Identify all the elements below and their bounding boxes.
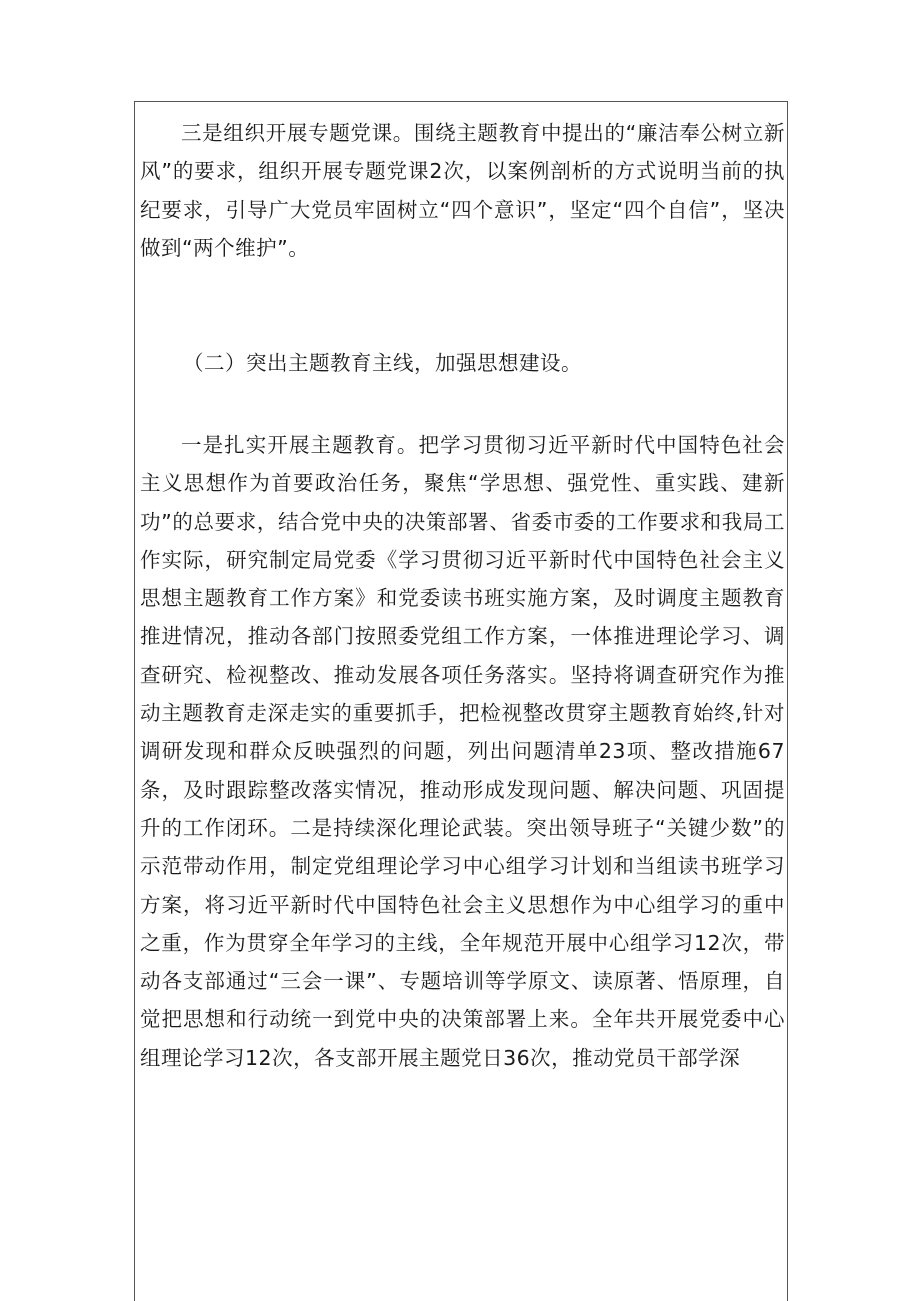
paragraph-theme-education: 一是扎实开展主题教育。把学习贯彻习近平新时代中国特色社会主义思想作为首要政治任务，聚焦“学思想、强党性、重实践、建新功”的总要求，结合党中央的决策部署、省委市委的工作要求和我局工作实际，研究制定局党委《学习贯彻习近平新时代中国特色社会主义思想主题教育工作方案》和党委读书班实施方案，及时调度主题教育推进情况，推动各部门按照委党组工作方案，一体推进理论学习、调查研究、检视整改、推动发展各项任务落实。坚持将调查研究作为推动主题教育走深走实的重要抓手，把检视整改贯穿主题教育始终,针对调研发现和群众反映强烈的问题，列出问题清单23项、整改措施67条，及时跟踪整改落实情况，推动形成发现问题、解决问题、巩固提升的工作闭环。二是持续深化理论武装。突出领导班子“关键少数”的示范带动作用，制定党组理论学习中心组学习计划和当组读书班学习方案，将习近平新时代中国特色社会主义思想作为中心组学习的重中之重，作为贯穿全年学习的主线，全年规范开展中心组学习12次，带动各支部通过“三会一课”、专题培训等学原文、读原著、悟原理，自觉把思想和行动统一到党中央的决策部署上来。全年共开展党委中心组理论学习12次，各支部开展主题党日36次，推动党员干部学深 bbox=[140, 433, 785, 1070]
paragraph-special-party-lecture: 三是组织开展专题党课。围绕主题教育中提出的“廉洁奉公树立新风”的要求，组织开展专题党课2次，以案例剖析的方式说明当前的执纪要求，引导广大党员牢固树立“四个意识”，坚定“四个自信”，坚决做到“两个维护”。 bbox=[140, 121, 785, 260]
section-heading-2: （二）突出主题教育主线，加强思想建设。 bbox=[183, 351, 582, 375]
